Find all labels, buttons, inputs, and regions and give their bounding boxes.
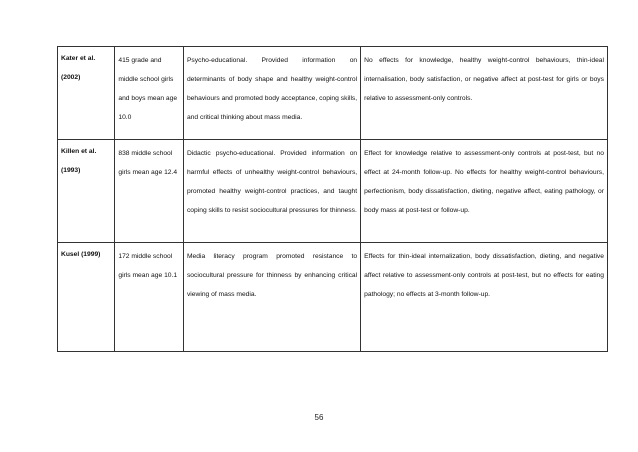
effects-cell: Effects for thin-ideal internalization, body dissatisfaction, dieting, and negative affect relative to assessment-only controls at post-test, but no effects for eating pathology; no effects at 3-month follow-up. [361, 243, 608, 352]
program-cell: Didactic psycho-educational. Provided information on harmful effects of unhealthy weight-control behaviours, promoted healthy weight-control practices, and taught coping skills to resist sociocultural pressures for thinness. [183, 140, 360, 243]
studies-table [57, 46, 608, 352]
study-author: Kater et al. [61, 55, 96, 62]
participants-cell: 838 middle school girls mean age 12.4 [115, 140, 184, 243]
study-year: (1993) [61, 167, 81, 174]
effects-cell: No effects for knowledge, healthy weight-control behaviours, thin-ideal internalisation, body satisfaction, or negative affect at post-test for girls or boys relative to assessment-only controls. [361, 47, 608, 140]
table-row [58, 47, 608, 140]
study-author: Kusel (1999) [61, 251, 101, 258]
study-year: (2002) [61, 74, 81, 81]
study-author: Killen et al. [61, 148, 97, 155]
study-cell [58, 243, 115, 352]
page-number: 56 [314, 413, 324, 422]
table-row [58, 243, 608, 352]
participants-cell: 172 middle school girls mean age 10.1 [115, 243, 184, 352]
table-row [58, 140, 608, 243]
program-cell: Psycho-educational. Provided information on determinants of body shape and healthy weight-control behaviours and promoted body acceptance, coping skills, and critical thinking about mass media. [183, 47, 360, 140]
effects-cell: Effect for knowledge relative to assessment-only controls at post-test, but no effect at 24-month follow-up. No effects for healthy weight-control behaviours, perfectionism, body dissatisfaction, dieting, negative affect, eating pathology, or body mass at post-test or follow-up. [361, 140, 608, 243]
participants-cell: 415 grade and middle school girls and boys mean age 10.0 [115, 47, 184, 140]
study-cell [58, 47, 115, 140]
study-cell [58, 140, 115, 243]
program-cell: Media literacy program promoted resistance to sociocultural pressure for thinness by enhancing critical viewing of mass media. [183, 243, 360, 352]
